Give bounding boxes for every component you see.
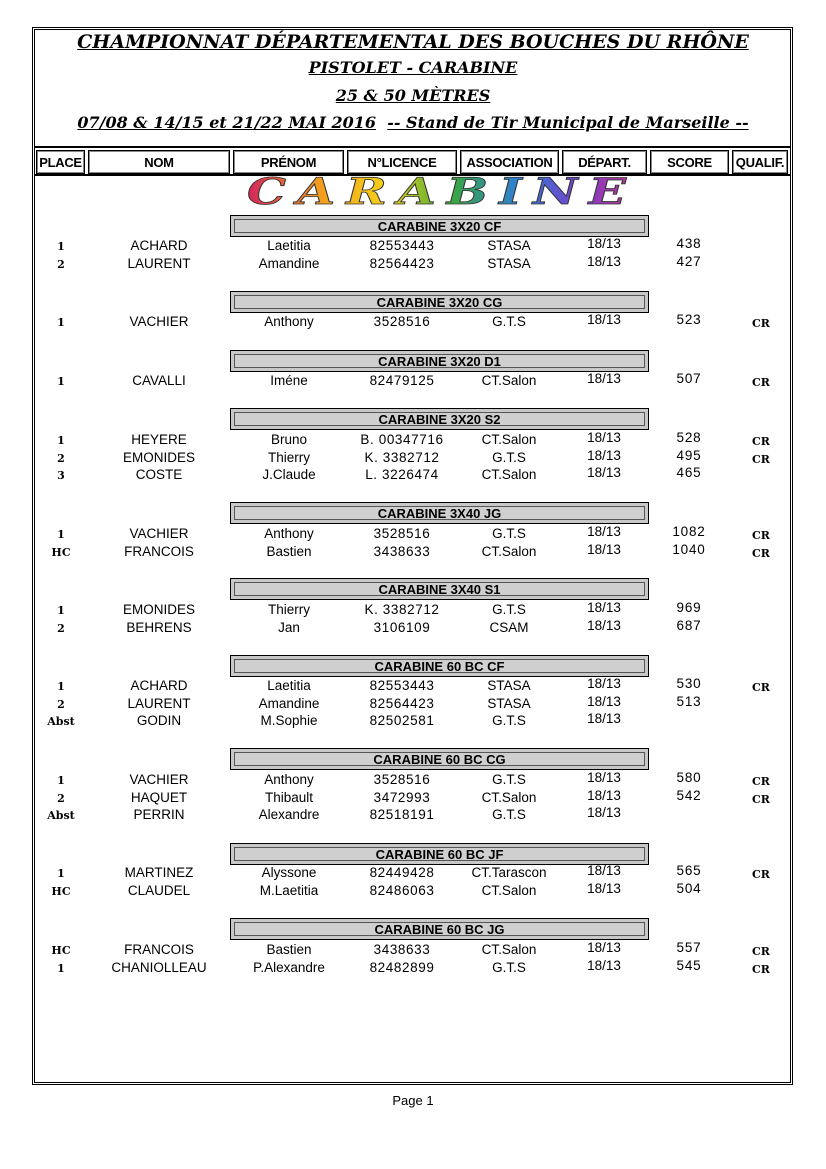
licence-cell: 82553443	[369, 238, 435, 253]
dates-location	[0, 113, 826, 132]
score-cell: 542	[676, 788, 702, 803]
place-cell: 1	[57, 962, 65, 975]
nom-cell: CAVALLI	[132, 373, 186, 388]
category-title: CARABINE 3X40 S1	[234, 582, 645, 596]
qualif-cell: CR	[752, 435, 770, 448]
prenom-cell: Amandine	[258, 696, 320, 711]
col-depart: DÉPART.	[562, 150, 647, 174]
category-title: CARABINE 3X20 CF	[234, 219, 645, 233]
score-cell: 545	[676, 958, 702, 973]
licence-cell: 82564423	[369, 256, 435, 271]
depart-cell: 18/13	[587, 805, 621, 820]
depart-cell: 18/13	[587, 465, 621, 480]
category-header	[230, 748, 649, 770]
distance-subtitle: 25 & 50 MÈTRES	[335, 86, 491, 105]
score-cell: 530	[676, 676, 702, 691]
place-cell: 1	[57, 240, 65, 253]
licence-cell: 3472993	[373, 790, 431, 805]
col-place: PLACE	[36, 150, 85, 174]
category-title: CARABINE 3X40 JG	[234, 506, 645, 520]
category-title: CARABINE 60 BC CG	[234, 752, 645, 766]
place-cell: 1	[57, 867, 65, 880]
qualif-cell: CR	[752, 963, 770, 976]
category-title: CARABINE 3X20 D1	[234, 354, 645, 368]
depart-cell: 18/13	[587, 254, 621, 269]
col-prenom: PRÉNOM	[233, 150, 344, 174]
depart-cell: 18/13	[587, 711, 621, 726]
score-cell: 565	[676, 863, 702, 878]
score-cell: 495	[676, 448, 702, 463]
prenom-cell: Bastien	[266, 942, 312, 957]
prenom-cell: M.Sophie	[260, 713, 318, 728]
qualif-cell: CR	[752, 945, 770, 958]
score-cell: 504	[676, 881, 702, 896]
depart-cell: 18/13	[587, 788, 621, 803]
score-cell: 528	[676, 430, 702, 445]
place-cell: 1	[57, 528, 65, 541]
prenom-cell: Thierry	[267, 450, 310, 465]
nom-cell: VACHIER	[129, 314, 189, 329]
score-cell: 427	[676, 254, 702, 269]
depart-cell: 18/13	[587, 371, 621, 386]
result-row	[0, 883, 826, 901]
qualif-cell: CR	[752, 775, 770, 788]
score-cell: 438	[676, 236, 702, 251]
result-row	[0, 467, 826, 485]
place-cell: 1	[57, 774, 65, 787]
prenom-cell: Iméne	[270, 373, 308, 388]
qualif-cell: CR	[752, 453, 770, 466]
association-cell: STASA	[487, 256, 531, 271]
place-cell: 2	[57, 258, 65, 271]
nom-cell: EMONIDES	[122, 602, 195, 617]
discipline-subtitle: PISTOLET - CARABINE	[308, 58, 518, 77]
licence-cell: B. 00347716	[360, 432, 444, 447]
col-score: SCORE	[650, 150, 729, 174]
result-row	[0, 713, 826, 731]
licence-cell: 82486063	[369, 883, 435, 898]
licence-cell: 82518191	[369, 807, 435, 822]
score-cell: 507	[676, 371, 702, 386]
prenom-cell: Laetitia	[267, 678, 311, 693]
place-cell: 1	[57, 434, 65, 447]
score-cell: 580	[676, 770, 702, 785]
prenom-cell: Amandine	[258, 256, 320, 271]
prenom-cell: Thibault	[264, 790, 314, 805]
licence-cell: 3528516	[373, 314, 431, 329]
depart-cell: 18/13	[587, 236, 621, 251]
prenom-cell: Laetitia	[267, 238, 311, 253]
place-cell: 1	[57, 316, 65, 329]
category-title: CARABINE 60 BC CF	[234, 659, 645, 673]
category-header	[230, 408, 649, 430]
depart-cell: 18/13	[587, 312, 621, 327]
association-cell: STASA	[487, 696, 531, 711]
licence-cell: K. 3382712	[364, 602, 440, 617]
qualif-cell: CR	[752, 376, 770, 389]
depart-cell: 18/13	[587, 430, 621, 445]
category-title: CARABINE 60 BC JG	[234, 922, 645, 936]
nom-cell: VACHIER	[129, 772, 189, 787]
nom-cell: CLAUDEL	[127, 883, 191, 898]
result-row	[0, 960, 826, 978]
depart-cell: 18/13	[587, 542, 621, 557]
depart-cell: 18/13	[587, 881, 621, 896]
result-row	[0, 314, 826, 332]
place-cell: 2	[57, 792, 65, 805]
result-row	[0, 807, 826, 825]
association-cell: CT.Salon	[481, 883, 537, 898]
column-header-row	[35, 146, 791, 176]
place-cell: HC	[51, 885, 71, 898]
association-cell: G.T.S	[492, 772, 526, 787]
prenom-cell: Anthony	[264, 772, 314, 787]
depart-cell: 18/13	[587, 618, 621, 633]
prenom-cell: Anthony	[264, 314, 314, 329]
association-cell: CT.Salon	[481, 790, 537, 805]
score-cell: 1040	[672, 542, 706, 557]
category-header	[230, 350, 649, 372]
category-title: CARABINE 3X20 S2	[234, 412, 645, 426]
score-cell: 969	[676, 600, 702, 615]
nom-cell: HAQUET	[130, 790, 188, 805]
nom-cell: EMONIDES	[122, 450, 195, 465]
nom-cell: PERRIN	[133, 807, 185, 822]
score-cell: 1082	[672, 524, 706, 539]
nom-cell: ACHARD	[130, 238, 188, 253]
prenom-cell: Jan	[278, 620, 300, 635]
category-title: CARABINE 3X20 CG	[234, 295, 645, 309]
depart-cell: 18/13	[587, 863, 621, 878]
association-cell: CSAM	[489, 620, 529, 635]
prenom-cell: Anthony	[264, 526, 314, 541]
place-cell: 1	[57, 375, 65, 388]
licence-cell: 82449428	[369, 865, 435, 880]
nom-cell: CHANIOLLEAU	[111, 960, 207, 975]
category-title: CARABINE 60 BC JF	[234, 847, 645, 861]
licence-cell: 82502581	[369, 713, 435, 728]
licence-cell: 3528516	[373, 772, 431, 787]
association-cell: CT.Salon	[481, 544, 537, 559]
association-cell: STASA	[487, 678, 531, 693]
depart-cell: 18/13	[587, 694, 621, 709]
nom-cell: GODIN	[136, 713, 182, 728]
licence-cell: 3438633	[373, 544, 431, 559]
association-cell: G.T.S	[492, 450, 526, 465]
qualif-cell: CR	[752, 547, 770, 560]
depart-cell: 18/13	[587, 958, 621, 973]
place-cell: 2	[57, 622, 65, 635]
association-cell: G.T.S	[492, 960, 526, 975]
licence-cell: K. 3382712	[364, 450, 440, 465]
nom-cell: ACHARD	[130, 678, 188, 693]
col-association: ASSOCIATION	[460, 150, 559, 174]
association-cell: STASA	[487, 238, 531, 253]
licence-cell: 3528516	[373, 526, 431, 541]
nom-cell: COSTE	[135, 467, 183, 482]
place-cell: Abst	[47, 715, 75, 728]
result-row	[0, 696, 826, 714]
category-header	[230, 843, 649, 865]
depart-cell: 18/13	[587, 770, 621, 785]
place-cell: HC	[51, 944, 71, 957]
place-cell: HC	[51, 546, 71, 559]
event-dates: 07/08 & 14/15 et 21/22 MAI 2016	[77, 113, 377, 132]
association-cell: CT.Tarascon	[471, 865, 547, 880]
place-cell: 3	[57, 469, 65, 482]
prenom-cell: Thierry	[267, 602, 310, 617]
category-header	[230, 291, 649, 313]
nom-cell: VACHIER	[129, 526, 189, 541]
association-cell: G.T.S	[492, 526, 526, 541]
association-cell: G.T.S	[492, 713, 526, 728]
depart-cell: 18/13	[587, 448, 621, 463]
category-header	[230, 655, 649, 677]
licence-cell: L. 3226474	[365, 467, 439, 482]
carabine-logo	[242, 174, 642, 210]
event-location: -- Stand de Tir Municipal de Marseille --	[387, 113, 749, 132]
qualif-cell: CR	[752, 317, 770, 330]
licence-cell: 82479125	[369, 373, 435, 388]
place-cell: 2	[57, 698, 65, 711]
category-header	[230, 578, 649, 600]
association-cell: CT.Salon	[481, 467, 537, 482]
depart-cell: 18/13	[587, 524, 621, 539]
association-cell: G.T.S	[492, 807, 526, 822]
place-cell: 2	[57, 452, 65, 465]
qualif-cell: CR	[752, 681, 770, 694]
nom-cell: MARTINEZ	[124, 865, 194, 880]
score-cell: 513	[676, 694, 702, 709]
col-nom: NOM	[88, 150, 230, 174]
score-cell: 523	[676, 312, 702, 327]
result-row	[0, 620, 826, 638]
prenom-cell: Bastien	[266, 544, 312, 559]
prenom-cell: M.Laetitia	[259, 883, 319, 898]
depart-cell: 18/13	[587, 676, 621, 691]
page-number: Page 1	[392, 1093, 434, 1108]
nom-cell: BEHRENS	[126, 620, 192, 635]
prenom-cell: Alexandre	[258, 807, 320, 822]
prenom-cell: Bruno	[270, 432, 308, 447]
nom-cell: LAURENT	[127, 696, 191, 711]
qualif-cell: CR	[752, 868, 770, 881]
nom-cell: LAURENT	[127, 256, 191, 271]
depart-cell: 18/13	[587, 940, 621, 955]
nom-cell: HEYERE	[131, 432, 187, 447]
svg-text:CARABINE: CARABINE	[247, 174, 637, 210]
score-cell: 465	[676, 465, 702, 480]
association-cell: CT.Salon	[481, 373, 537, 388]
prenom-cell: J.Claude	[262, 467, 316, 482]
licence-cell: 82553443	[369, 678, 435, 693]
association-cell: G.T.S	[492, 602, 526, 617]
nom-cell: FRANCOIS	[124, 544, 194, 559]
result-row	[0, 544, 826, 562]
category-header	[230, 918, 649, 940]
championship-title: CHAMPIONNAT DÉPARTEMENTAL DES BOUCHES DU RHÔNE	[77, 31, 749, 53]
result-row	[0, 790, 826, 808]
association-cell: G.T.S	[492, 314, 526, 329]
licence-cell: 3106109	[373, 620, 431, 635]
result-row	[0, 256, 826, 274]
col-licence: N°LICENCE	[347, 150, 457, 174]
nom-cell: FRANCOIS	[124, 942, 194, 957]
score-cell: 687	[676, 618, 702, 633]
qualif-cell: CR	[752, 529, 770, 542]
licence-cell: 82482899	[369, 960, 435, 975]
score-cell: 557	[676, 940, 702, 955]
col-qualif: QUALIF.	[732, 150, 788, 174]
association-cell: CT.Salon	[481, 942, 537, 957]
category-header	[230, 502, 649, 524]
licence-cell: 82564423	[369, 696, 435, 711]
licence-cell: 3438633	[373, 942, 431, 957]
category-header	[230, 215, 649, 237]
prenom-cell: P.Alexandre	[253, 960, 325, 975]
depart-cell: 18/13	[587, 600, 621, 615]
association-cell: CT.Salon	[481, 432, 537, 447]
result-row	[0, 373, 826, 391]
place-cell: 1	[57, 604, 65, 617]
place-cell: 1	[57, 680, 65, 693]
prenom-cell: Alyssone	[261, 865, 317, 880]
place-cell: Abst	[47, 809, 75, 822]
qualif-cell: CR	[752, 793, 770, 806]
